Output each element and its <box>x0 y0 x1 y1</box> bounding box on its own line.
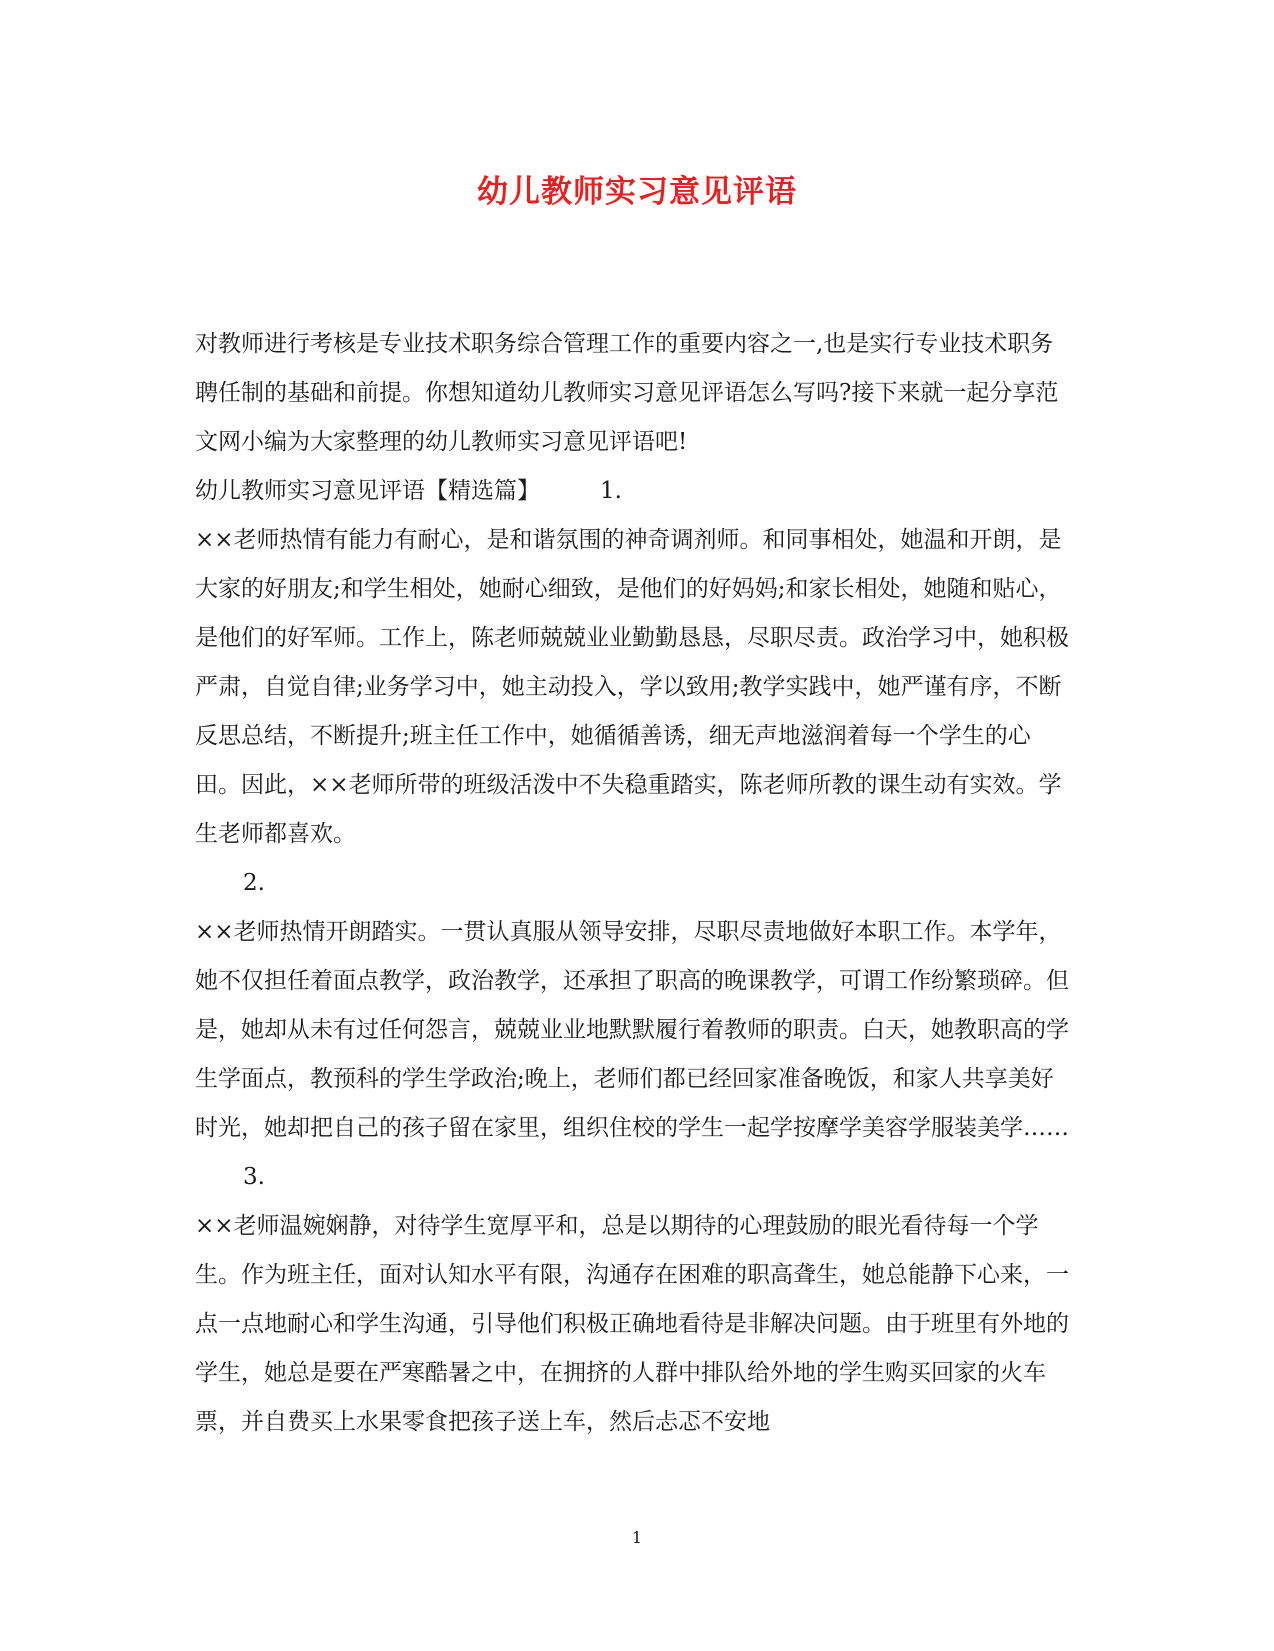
page-number: 1 <box>631 1528 643 1547</box>
item-number-3: 3. <box>243 1164 265 1190</box>
item-number-1: 1. <box>600 478 622 504</box>
document-title: 幼儿教师实习意见评语 <box>477 174 797 210</box>
item-text-3: ××老师温婉娴静，对待学生宽厚平和，总是以期待的心理鼓励的眼光看待每一个学生。作为班主任，面对认知水平有限，沟通存在困难的职高聋生，她总能静下心来，一点一点地耐心和学生沟通，引导他们积极正确地看待是非解决问题。由于班里有外地的学生，她总是要在严寒酷暑之中，在拥挤的人群中排队给外地的学生购买回家的火车票，并自费买上水果零食把孩子送上车，然后忐忑不安地 <box>195 1213 1069 1435</box>
intro-paragraph: 对教师进行考核是专业技术职务综合管理工作的重要内容之一,也是实行专业技术职务聘任制的基础和前提。你想知道幼儿教师实习意见评语怎么写吗?接下来就一起分享范文网小编为大家整理的幼儿教师实习意见评语吧! <box>195 331 1059 455</box>
item-text-1: ××老师热情有能力有耐心，是和谐氛围的神奇调剂师。和同事相处，她温和开朗，是大家的好朋友;和学生相处，她耐心细致，是他们的好妈妈;和家长相处，她随和贴心，是他们的好军师。工作上，陈老师兢兢业业勤勤恳恳，尽职尽责。政治学习中，她积极严肃，自觉自律;业务学习中，她主动投入，学以致用;教学实践中，她严谨有序，不断反思总结，不断提升;班主任工作中，她循循善诱，细无声地滋润着每一个学生的心田。因此，××老师所带的班级活泼中不失稳重踏实，陈老师所教的课生动有实效。学生老师都喜欢。 <box>195 527 1069 847</box>
section-heading-line <box>195 467 1075 516</box>
item-number-2: 2. <box>243 870 265 896</box>
item-text-2: ××老师热情开朗踏实。一贯认真服从领导安排，尽职尽责地做好本职工作。本学年，她不仅担任着面点教学，政治教学，还承担了职高的晚课教学，可谓工作纷繁琐碎。但是，她却从未有过任何怨言，兢兢业业地默默履行着教师的职责。白天，她教职高的学生学面点，教预科的学生学政治;晚上，老师们都已经回家准备晚饭，和家人共享美好时光，她却把自己的孩子留在家里，组织住校的学生一起学按摩学美容学服装美学…… <box>195 919 1069 1141</box>
document-body <box>195 320 1075 1447</box>
section-heading: 幼儿教师实习意见评语【精选篇】 <box>195 478 540 504</box>
